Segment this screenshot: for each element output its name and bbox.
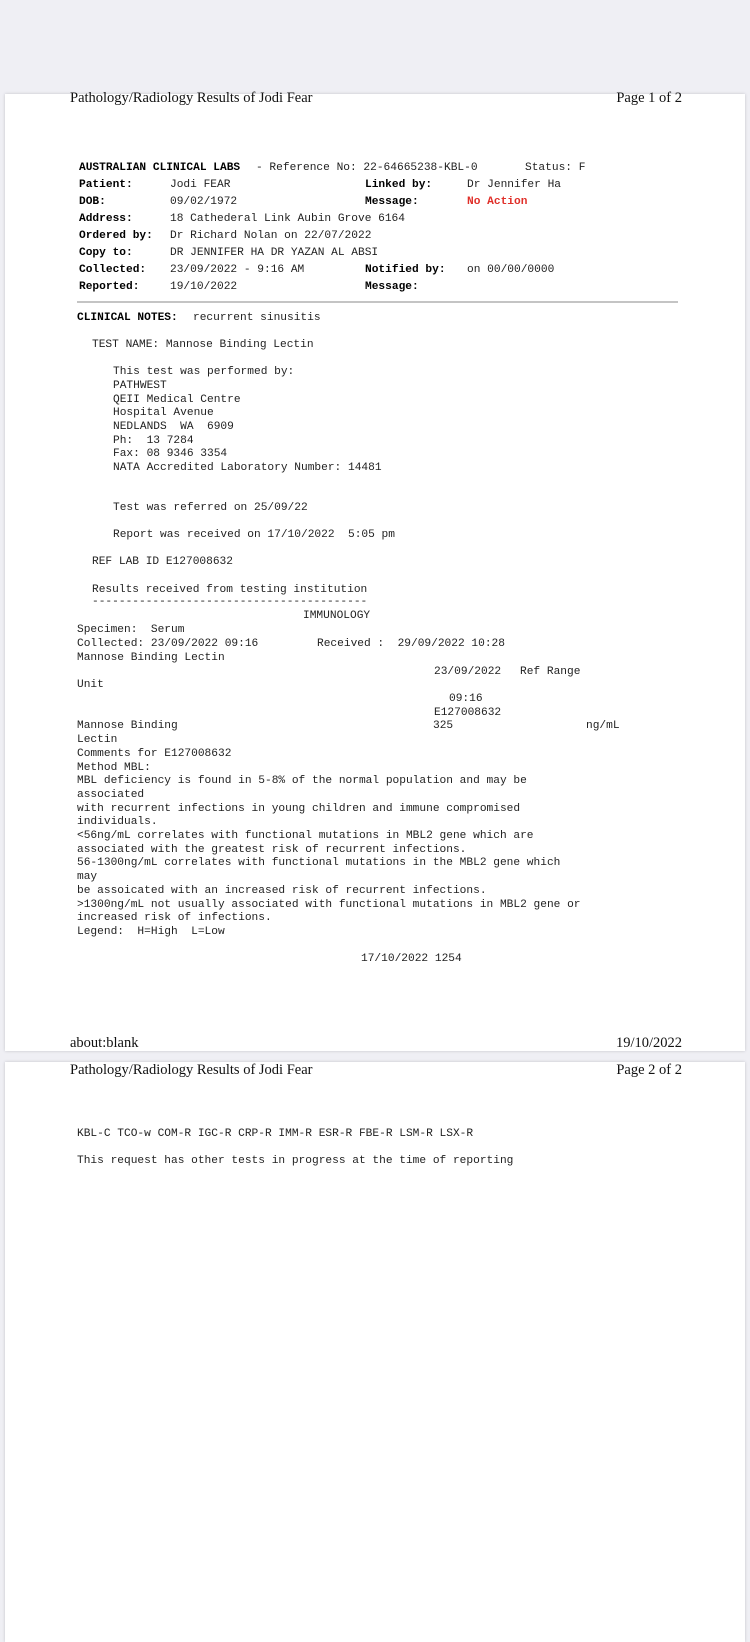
collected-value: 23/09/2022 - 9:16 AM bbox=[170, 264, 305, 276]
performed-by-line: QEII Medical Centre bbox=[113, 394, 241, 406]
result-name: Mannose Binding bbox=[77, 720, 178, 732]
ordered-by-label: Ordered by: bbox=[79, 230, 153, 242]
result-value: 325 bbox=[433, 720, 454, 732]
comment-line: with recurrent infections in young children and immune compromised bbox=[77, 803, 521, 815]
message-value: No Action bbox=[467, 196, 528, 208]
comment-line: be assoicated with an increased risk of recurrent infections. bbox=[77, 885, 487, 897]
referred-on: Test was referred on 25/09/22 bbox=[113, 502, 308, 514]
test-name: TEST NAME: Mannose Binding Lectin bbox=[92, 339, 314, 351]
performed-by-line: PATHWEST bbox=[113, 380, 167, 392]
notified-by-value: on 00/00/0000 bbox=[467, 264, 555, 276]
specimen: Specimen: Serum bbox=[77, 624, 185, 636]
report-timestamp: 17/10/2022 1254 bbox=[361, 953, 462, 965]
report-page-1 bbox=[5, 90, 745, 1051]
dash-line: ----------------------------------------- bbox=[92, 596, 368, 608]
dob-label: DOB: bbox=[79, 196, 106, 208]
col-lab-id: E127008632 bbox=[434, 707, 502, 719]
ref-lab-id: REF LAB ID E127008632 bbox=[92, 556, 233, 568]
collected-line: Collected: 23/09/2022 09:16 bbox=[77, 638, 259, 650]
col-unit: Unit bbox=[77, 679, 104, 691]
comment-line: individuals. bbox=[77, 816, 158, 828]
status: Status: F bbox=[525, 162, 586, 174]
comment-line: 56-1300ng/mL correlates with functional mutations in the MBL2 gene which bbox=[77, 857, 561, 869]
clinical-notes-value: recurrent sinusitis bbox=[193, 312, 321, 324]
section-immunology: IMMUNOLOGY bbox=[303, 610, 371, 622]
patient-label: Patient: bbox=[79, 179, 133, 191]
copy-to-label: Copy to: bbox=[79, 247, 133, 259]
header-divider bbox=[77, 301, 678, 303]
copy-to-value: DR JENNIFER HA DR YAZAN AL ABSI bbox=[170, 247, 379, 259]
comment-line: Legend: H=High L=Low bbox=[77, 926, 225, 938]
page-footer-date: 19/10/2022 bbox=[615, 1035, 682, 1051]
page-number: Page 2 of 2 bbox=[616, 1062, 682, 1078]
col-time: 09:16 bbox=[449, 693, 483, 705]
report-page-2 bbox=[5, 1062, 745, 1642]
page-header-title: Pathology/Radiology Results of Jodi Fear bbox=[70, 1062, 313, 1078]
reported-value: 19/10/2022 bbox=[170, 281, 238, 293]
message-label: Message: bbox=[365, 196, 419, 208]
comment-line: associated bbox=[77, 789, 145, 801]
performed-by-line: Hospital Avenue bbox=[113, 407, 214, 419]
comment-line: associated with the greatest risk of recurrent infections. bbox=[77, 844, 467, 856]
performed-by-line: Ph: 13 7284 bbox=[113, 435, 194, 447]
comment-line: >1300ng/mL not usually associated with functional mutations in MBL2 gene or bbox=[77, 899, 581, 911]
clinical-notes-label: CLINICAL NOTES: bbox=[77, 312, 178, 324]
performed-by-line: NEDLANDS WA 6909 bbox=[113, 421, 234, 433]
address-label: Address: bbox=[79, 213, 133, 225]
reference-number: - Reference No: 22-64665238-KBL-0 bbox=[256, 162, 478, 174]
reported-label: Reported: bbox=[79, 281, 140, 293]
test-codes: KBL-C TCO-w COM-R IGC-R CRP-R IMM-R ESR-R FBE-R LSM-R LSX-R bbox=[77, 1128, 474, 1140]
patient-value: Jodi FEAR bbox=[170, 179, 231, 191]
result-unit: ng/mL bbox=[586, 720, 620, 732]
comment-line: may bbox=[77, 871, 98, 883]
comment-line: Method MBL: bbox=[77, 762, 151, 774]
report-received: Report was received on 17/10/2022 5:05 pm bbox=[113, 529, 395, 541]
col-date: 23/09/2022 bbox=[434, 666, 502, 678]
performed-by-line: This test was performed by: bbox=[113, 366, 295, 378]
results-received: Results received from testing institution bbox=[92, 584, 368, 596]
ordered-by-value: Dr Richard Nolan on 22/07/2022 bbox=[170, 230, 372, 242]
col-ref-range: Ref Range bbox=[520, 666, 581, 678]
mbl-title: Mannose Binding Lectin bbox=[77, 652, 225, 664]
comment-line: Comments for E127008632 bbox=[77, 748, 232, 760]
dob-value: 09/02/1972 bbox=[170, 196, 238, 208]
notified-by-label: Notified by: bbox=[365, 264, 446, 276]
linked-by-label: Linked by: bbox=[365, 179, 433, 191]
result-name-cont: Lectin bbox=[77, 734, 118, 746]
comment-line: increased risk of infections. bbox=[77, 912, 272, 924]
page-header-title: Pathology/Radiology Results of Jodi Fear bbox=[70, 90, 313, 106]
address-value: 18 Cathederal Link Aubin Grove 6164 bbox=[170, 213, 405, 225]
received-line: Received : 29/09/2022 10:28 bbox=[317, 638, 505, 650]
linked-by-value: Dr Jennifer Ha bbox=[467, 179, 561, 191]
page-number: Page 1 of 2 bbox=[616, 90, 682, 106]
performed-by-line: Fax: 08 9346 3354 bbox=[113, 448, 228, 460]
message2-label: Message: bbox=[365, 281, 419, 293]
lab-name: AUSTRALIAN CLINICAL LABS bbox=[79, 162, 241, 174]
page-footer-url: about:blank bbox=[70, 1035, 139, 1051]
in-progress-note: This request has other tests in progress at the time of reporting bbox=[77, 1155, 514, 1167]
collected-label: Collected: bbox=[79, 264, 147, 276]
performed-by-line: NATA Accredited Laboratory Number: 14481 bbox=[113, 462, 382, 474]
comment-line: MBL deficiency is found in 5-8% of the normal population and may be bbox=[77, 775, 527, 787]
comment-line: <56ng/mL correlates with functional mutations in MBL2 gene which are bbox=[77, 830, 534, 842]
